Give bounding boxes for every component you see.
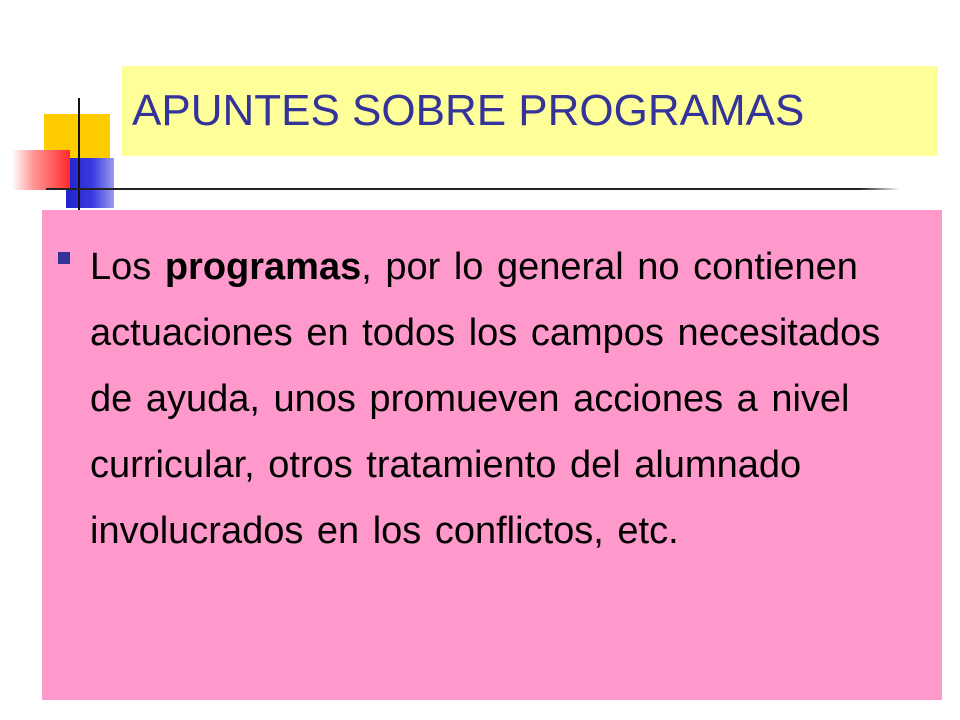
bullet-text-lead: Los [90,246,165,288]
title-box [122,66,938,156]
vertical-line-decoration [78,98,80,212]
blue-square-decoration [66,158,114,208]
slide-title: APUNTES SOBRE PROGRAMAS [132,86,805,135]
bullet-square-icon [58,252,70,264]
red-bar-decoration [12,150,70,190]
content-box [42,210,942,700]
horizontal-rule [46,188,860,190]
bullet-text [90,234,930,564]
bullet-text-rest: , por lo general no contienen actuaciones en todos los campos necesitados de ayuda, unos promueven acciones a nivel curricular, otros tratamiento del alumnado involucrados en los conflictos, etc. [90,246,881,552]
bullet-text-bold: programas [164,246,362,288]
horizontal-rule-fade [860,188,900,190]
